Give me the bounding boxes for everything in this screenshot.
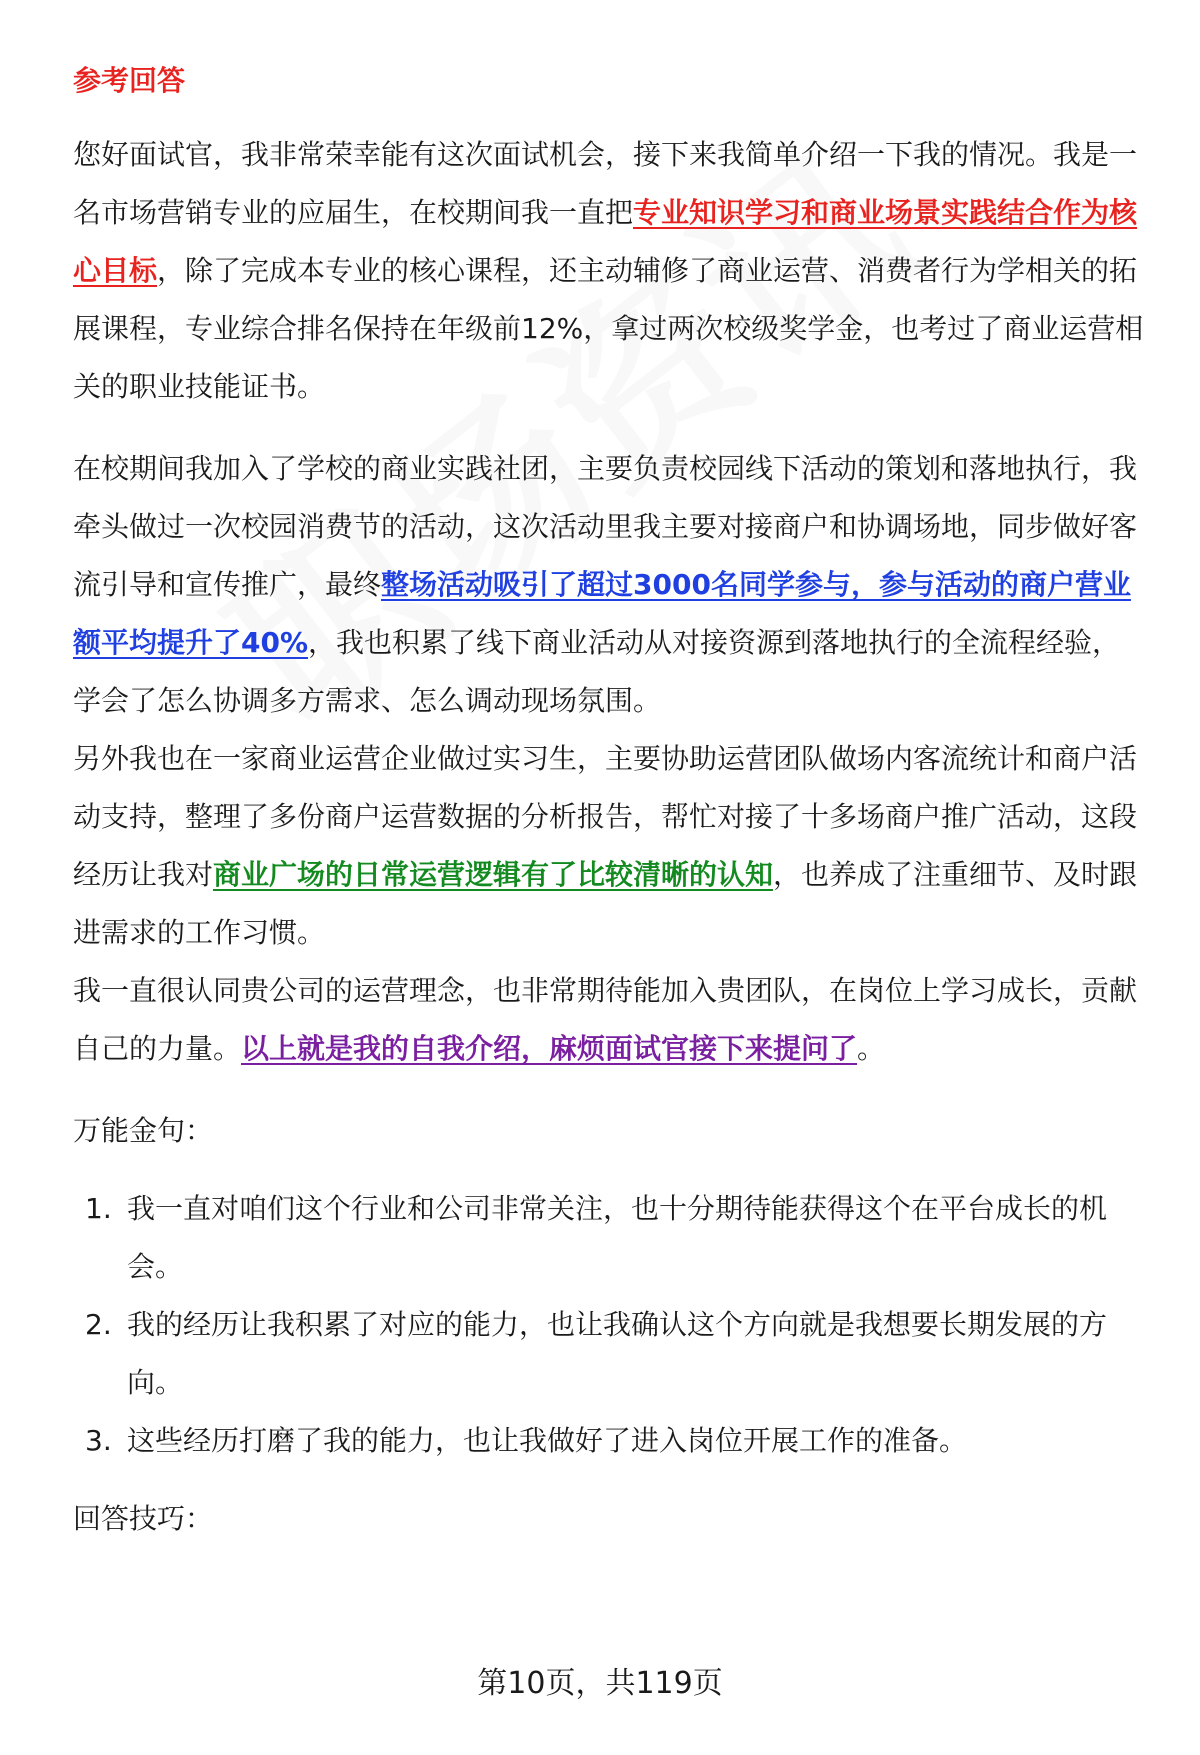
highlight-activity-result: 整场活动吸引了超过3000名同学参与，参与活动的商户营业额平均提升了40% — [73, 568, 1131, 659]
answer-tips-label: 回答技巧： — [73, 1502, 214, 1535]
section-heading: 参考回答 — [73, 64, 186, 97]
list-item — [73, 1296, 1145, 1412]
paragraph-text: 。 — [857, 1032, 886, 1065]
list-number: 1. — [85, 1192, 112, 1225]
list-item-text: 我一直对咱们这个行业和公司非常关注，也十分期待能获得这个在平台成长的机会。 — [127, 1192, 1108, 1283]
paragraph-text: ，除了完成本专业的核心课程，还主动辅修了商业运营、消费者行为学相关的拓展课程，专业综合排名保持在年级前12%，拿过两次校级奖学金，也考过了商业运营相关的职业技能证书。 — [73, 254, 1144, 403]
golden-sentences-label: 万能金句： — [73, 1114, 214, 1147]
paragraph-text: 我一直很认同贵公司的运营理念，也非常期待能加入贵团队，在岗位上学习成长，贡献自己的力量。 — [73, 974, 1138, 1065]
highlight-operations-logic: 商业广场的日常运营逻辑有了比较清晰的认知 — [213, 858, 774, 891]
paragraph-closing — [73, 962, 1145, 1078]
list-number: 3. — [85, 1424, 112, 1457]
paragraph-text: 另外我也在一家商业运营企业做过实习生，主要协助运营团队做场内客流统计和商户活动支持，整理了多份商户运营数据的分析报告，帮忙对接了十多场商户推广活动，这段经历让我对 — [73, 742, 1138, 891]
paragraph-education — [73, 126, 1145, 416]
page-number: 第10页，共119页 — [477, 1666, 723, 1701]
document-body — [73, 52, 1145, 1548]
highlight-core-goal: 专业知识学习和商业场景实践结合作为核心目标 — [73, 196, 1138, 287]
list-number: 2. — [85, 1308, 112, 1341]
list-item-text: 我的经历让我积累了对应的能力，也让我确认这个方向就是我想要长期发展的方向。 — [127, 1308, 1108, 1399]
paragraph-text: 您好面试官，我非常荣幸能有这次面试机会，接下来我简单介绍一下我的情况。我是一名市场营销专业的应届生，在校期间我一直把 — [73, 138, 1138, 229]
paragraph-club — [73, 440, 1145, 730]
list-item-text: 这些经历打磨了我的能力，也让我做好了进入岗位开展工作的准备。 — [127, 1424, 968, 1457]
paragraph-internship — [73, 730, 1145, 962]
paragraph-text: 在校期间我加入了学校的商业实践社团，主要负责校园线下活动的策划和落地执行，我牵头做过一次校园消费节的活动，这次活动里我主要对接商户和协调场地，同步做好客流引导和宣传推广，最终 — [73, 452, 1138, 601]
golden-sentences-list — [73, 1180, 1145, 1470]
highlight-closing-line: 以上就是我的自我介绍，麻烦面试官接下来提问了 — [241, 1032, 858, 1065]
list-item — [73, 1412, 1145, 1470]
paragraph-text: ，我也积累了线下商业活动从对接资源到落地执行的全流程经验，学会了怎么协调多方需求、怎么调动现场氛围。 — [73, 626, 1121, 717]
list-item — [73, 1180, 1145, 1296]
paragraph-text: ，也养成了注重细节、及时跟进需求的工作习惯。 — [73, 858, 1138, 949]
